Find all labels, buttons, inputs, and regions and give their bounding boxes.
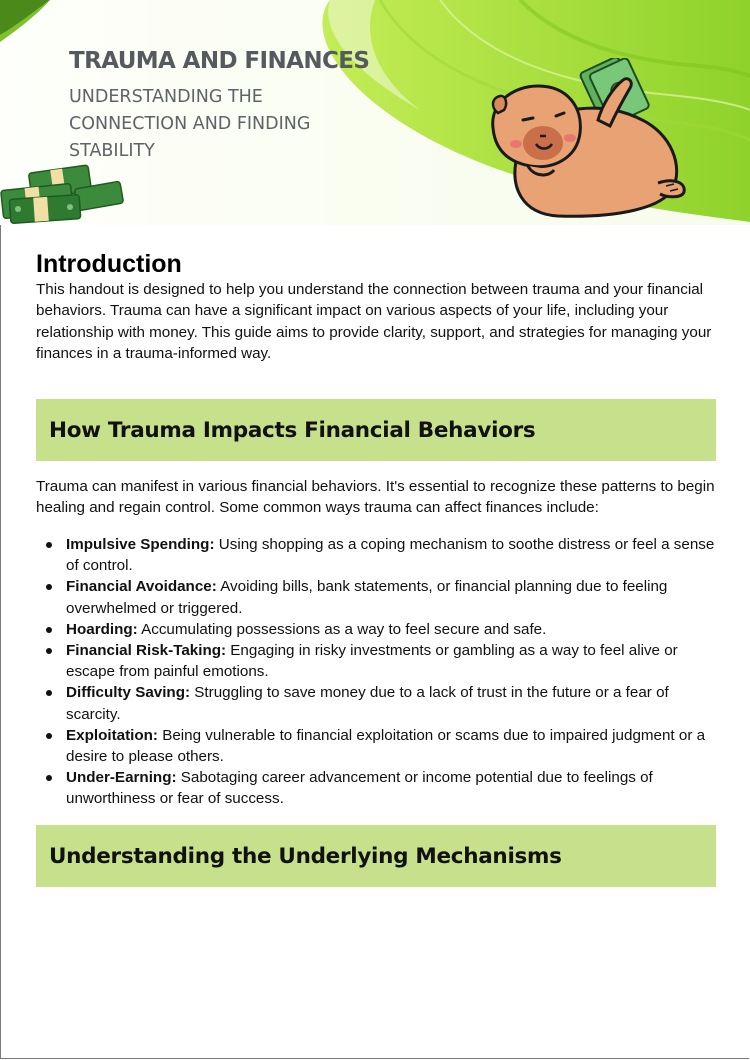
list-item-term: Difficulty Saving: xyxy=(66,684,191,702)
document-title: TRAUMA AND FINANCES xyxy=(69,48,370,74)
bullet-icon xyxy=(46,648,52,654)
section-heading-underlying-mechanisms: Understanding the Underlying Mechanisms xyxy=(49,843,562,869)
list-item-text: Being vulnerable to financial exploitation or scams due to impaired judgment or a desire to please others. xyxy=(66,726,706,766)
capybara-holding-cash-icon xyxy=(488,58,693,225)
main-content xyxy=(36,250,716,869)
list-item xyxy=(36,534,716,576)
list-item xyxy=(36,619,716,640)
list-item xyxy=(36,640,716,682)
section-heading-trauma-impacts: How Trauma Impacts Financial Behaviors xyxy=(49,417,536,443)
list-item-term: Impulsive Spending: xyxy=(66,536,215,553)
bullet-icon xyxy=(46,542,52,548)
list-item-text: Engaging in risky investments or gambling as a way to feel alive or escape from painful emotions. xyxy=(66,642,678,681)
bullet-icon xyxy=(46,627,52,633)
section-header-band xyxy=(36,825,716,887)
list-item-text: Struggling to save money due to a lack of trust in the future or a fear of scarcity. xyxy=(66,684,669,723)
bullet-icon xyxy=(46,584,52,590)
bullet-icon xyxy=(46,690,52,696)
section-header-band xyxy=(36,399,716,461)
list-item-term: Hoarding: xyxy=(66,620,138,638)
list-item xyxy=(36,682,716,724)
list-item-term: Under-Earning: xyxy=(66,769,177,787)
list-item-text: Avoiding bills, bank statements, or financial planning due to feeling overwhelmed or triggered. xyxy=(66,578,668,617)
list-item xyxy=(36,767,716,809)
list-item-term: Financial Risk-Taking: xyxy=(66,642,227,660)
header-banner xyxy=(0,0,750,225)
list-item xyxy=(36,576,716,618)
list-item-text: Sabotaging career advancement or income potential due to feelings of unworthiness or fear of success. xyxy=(66,769,653,808)
money-stack-icon xyxy=(0,155,125,225)
list-item-term: Exploitation: xyxy=(66,726,158,744)
introduction-paragraph: This handout is designed to help you understand the connection between trauma and your financial behaviors. Trauma can have a significant impact on various aspects of your life, including your relationship with money. This guide aims to provide clarity, support, and strategies for managing your finances in a trauma-informed way. xyxy=(36,281,712,362)
list-item-text: Accumulating possessions as a way to feel secure and safe. xyxy=(141,620,547,638)
bullet-icon xyxy=(46,775,52,781)
bullet-icon xyxy=(46,733,52,739)
document-subtitle: UNDERSTANDING THE CONNECTION AND FINDING STABILITY xyxy=(69,87,311,161)
financial-behaviors-list xyxy=(36,534,716,810)
list-item-term: Financial Avoidance: xyxy=(66,578,217,596)
trauma-intro-paragraph: Trauma can manifest in various financial behaviors. It's essential to recognize these patterns to begin healing and regain control. Some common ways trauma can affect finances include: xyxy=(36,478,715,517)
list-item xyxy=(36,725,716,767)
introduction-heading: Introduction xyxy=(36,250,182,278)
list-item-text: Using shopping as a coping mechanism to soothe distress or feel a sense of control. xyxy=(66,536,715,575)
